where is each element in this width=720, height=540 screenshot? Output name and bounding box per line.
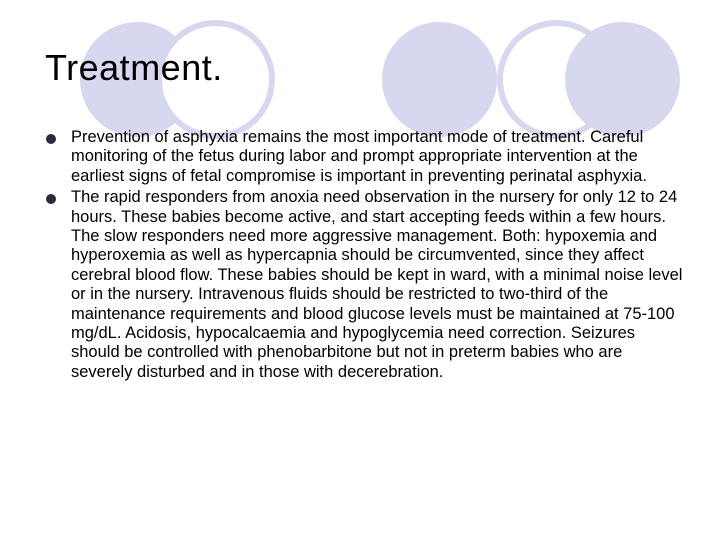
bullet-dot-icon: [46, 194, 56, 204]
bullet-dot-icon: [46, 134, 56, 144]
bullet-text: The rapid responders from anoxia need observation in the nursery for only 12 to 24 hours. These babies become active, and start accepting feeds within a few hours. The slow responders need more aggressive management. Both: hypoxemia and hyperoxemia as well as hypercapnia should be circumvented, since they affect cerebral blood flow. These babies should be kept in ward, with a minimal noise level or in the nursery. Intravenous fluids should be restricted to two-third of the maintenance requirements and blood glucose levels must be maintained at 75-100 mg/dL. Acidosis, hypocalcaemia and hypoglycemia need correction. Seizures should be controlled with phenobarbitone but not in preterm babies who are severely disturbed and in those with decerebration.: [71, 188, 683, 381]
decor-circle-filled: [382, 22, 497, 137]
bullet-item: [46, 128, 686, 186]
slide-title: Treatment.: [45, 47, 223, 88]
bullet-text: Prevention of asphyxia remains the most important mode of treatment. Careful monitoring of the fetus during labor and prompt appropriate intervention at the earliest signs of fetal compromise is important in preventing perinatal asphyxia.: [71, 128, 647, 185]
bullet-item: [46, 188, 686, 382]
bullet-list: [46, 128, 686, 382]
decor-circle-filled: [565, 22, 680, 137]
